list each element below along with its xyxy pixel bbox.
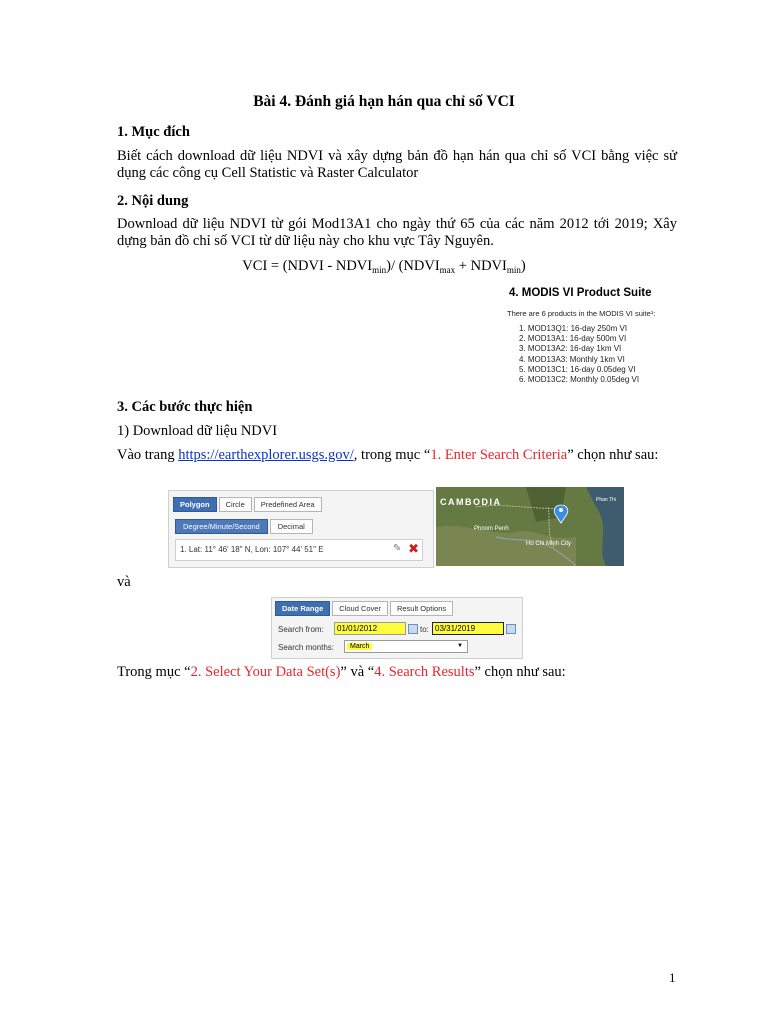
chevron-down-icon: ▼ <box>457 643 463 649</box>
vci-formula: VCI = (NDVI - $NDVI_{min})/$ ($NDVI_{max}$ + $NDVI_{min}$) <box>242 258 526 275</box>
search-results-text: 4. Search Results <box>374 664 475 680</box>
search-months-select[interactable]: March ▼ <box>344 640 468 653</box>
dataset-instruction: Trong mục “2. Select Your Data Set(s)” và “4. Search Results” chọn như sau: <box>117 664 566 680</box>
modis-product-figure <box>505 285 685 390</box>
section-1-text: Biết cách download dữ liệu NDVI và xây dựng bản đồ hạn hán qua chỉ số VCI bằng việc sử dụng các công cụ Cell Statistic và Raster Calculator <box>117 148 677 181</box>
select-data-set-text: 2. Select Your Data Set(s) <box>190 664 341 680</box>
list-item: 2. MOD13A1: 16-day 500m VI <box>519 334 627 344</box>
tab-predefined-area[interactable]: Predefined Area <box>254 497 322 512</box>
search-from-field[interactable]: 01/01/2012 <box>334 622 406 635</box>
map-label-city: Ho Chi Minh City <box>526 541 572 547</box>
coordinate-row <box>175 539 423 561</box>
calendar-icon[interactable] <box>506 624 516 634</box>
modis-product-list <box>519 324 639 385</box>
map-view[interactable] <box>436 487 624 566</box>
section-2-text: Download dữ liệu NDVI từ gói Mod13A1 cho ngày thứ 65 của các năm 2012 tới 2019; Xây dựng bản đồ chỉ số VCI từ dữ liệu này cho khu vực Tây Nguyên. <box>117 216 677 249</box>
page-title: Bài 4. Đánh giá hạn hán qua chỉ số VCI <box>253 93 515 110</box>
modis-figure-subtitle: There are 6 products in the MODIS VI suite¹: <box>507 309 656 318</box>
coordinate-text: 1. Lat: 11° 46' 18" N, Lon: 107° 44' 51" E <box>180 545 324 554</box>
step-1-text: 1) Download dữ liệu NDVI <box>117 423 278 439</box>
tab-result-options[interactable]: Result Options <box>390 601 453 616</box>
polygon-criteria-panel <box>168 490 434 568</box>
date-range-panel <box>271 597 523 659</box>
earthexplorer-link[interactable]: https://earthexplorer.usgs.gov/ <box>178 447 354 463</box>
edit-icon[interactable]: ✎ <box>393 543 402 554</box>
list-item: 4. MOD13A3: Monthly 1km VI <box>519 354 625 364</box>
tab-polygon[interactable]: Polygon <box>173 497 217 512</box>
section-3-heading: 3. Các bước thực hiện <box>117 399 253 415</box>
list-item: 5. MOD13C1: 16-day 0.05deg VI <box>519 364 636 374</box>
tab-date-range[interactable]: Date Range <box>275 601 330 616</box>
calendar-icon[interactable] <box>408 624 418 634</box>
tab-degree-minute-second[interactable]: Degree/Minute/Second <box>175 519 268 534</box>
list-item: 3. MOD13A2: 16-day 1km VI <box>519 344 622 354</box>
enter-search-criteria-text: 1. Enter Search Criteria <box>430 447 568 463</box>
modis-figure-title: 4. MODIS VI Product Suite <box>509 287 652 299</box>
and-text: và <box>117 574 131 590</box>
section-2-heading: 2. Nội dung <box>117 193 189 209</box>
search-to-field[interactable]: 03/31/2019 <box>432 622 504 635</box>
visit-instruction: Vào trang https://earthexplorer.usgs.gov/, trong mục “1. Enter Search Criteria” chọn như sau: <box>117 447 659 463</box>
list-item: 6. MOD13C2: Monthly 0.05deg VI <box>519 375 640 385</box>
list-item: 1. MOD13Q1: 16-day 250m VI <box>519 324 628 333</box>
search-months-label: Search months: <box>278 643 335 652</box>
tab-circle[interactable]: Circle <box>219 497 252 512</box>
page-number: 1 <box>669 970 676 985</box>
delete-icon[interactable]: ✖ <box>408 541 419 556</box>
section-1-heading: 1. Mục đích <box>117 124 190 140</box>
tab-decimal[interactable]: Decimal <box>270 519 313 534</box>
map-label-city: Phnom Penh <box>474 526 509 532</box>
search-from-label: Search from: <box>278 625 324 634</box>
map-label-country: CAMBODIA <box>440 497 502 507</box>
to-label: to: <box>420 625 429 634</box>
tab-cloud-cover[interactable]: Cloud Cover <box>332 601 388 616</box>
map-label-city: Phan Thi <box>596 497 616 503</box>
